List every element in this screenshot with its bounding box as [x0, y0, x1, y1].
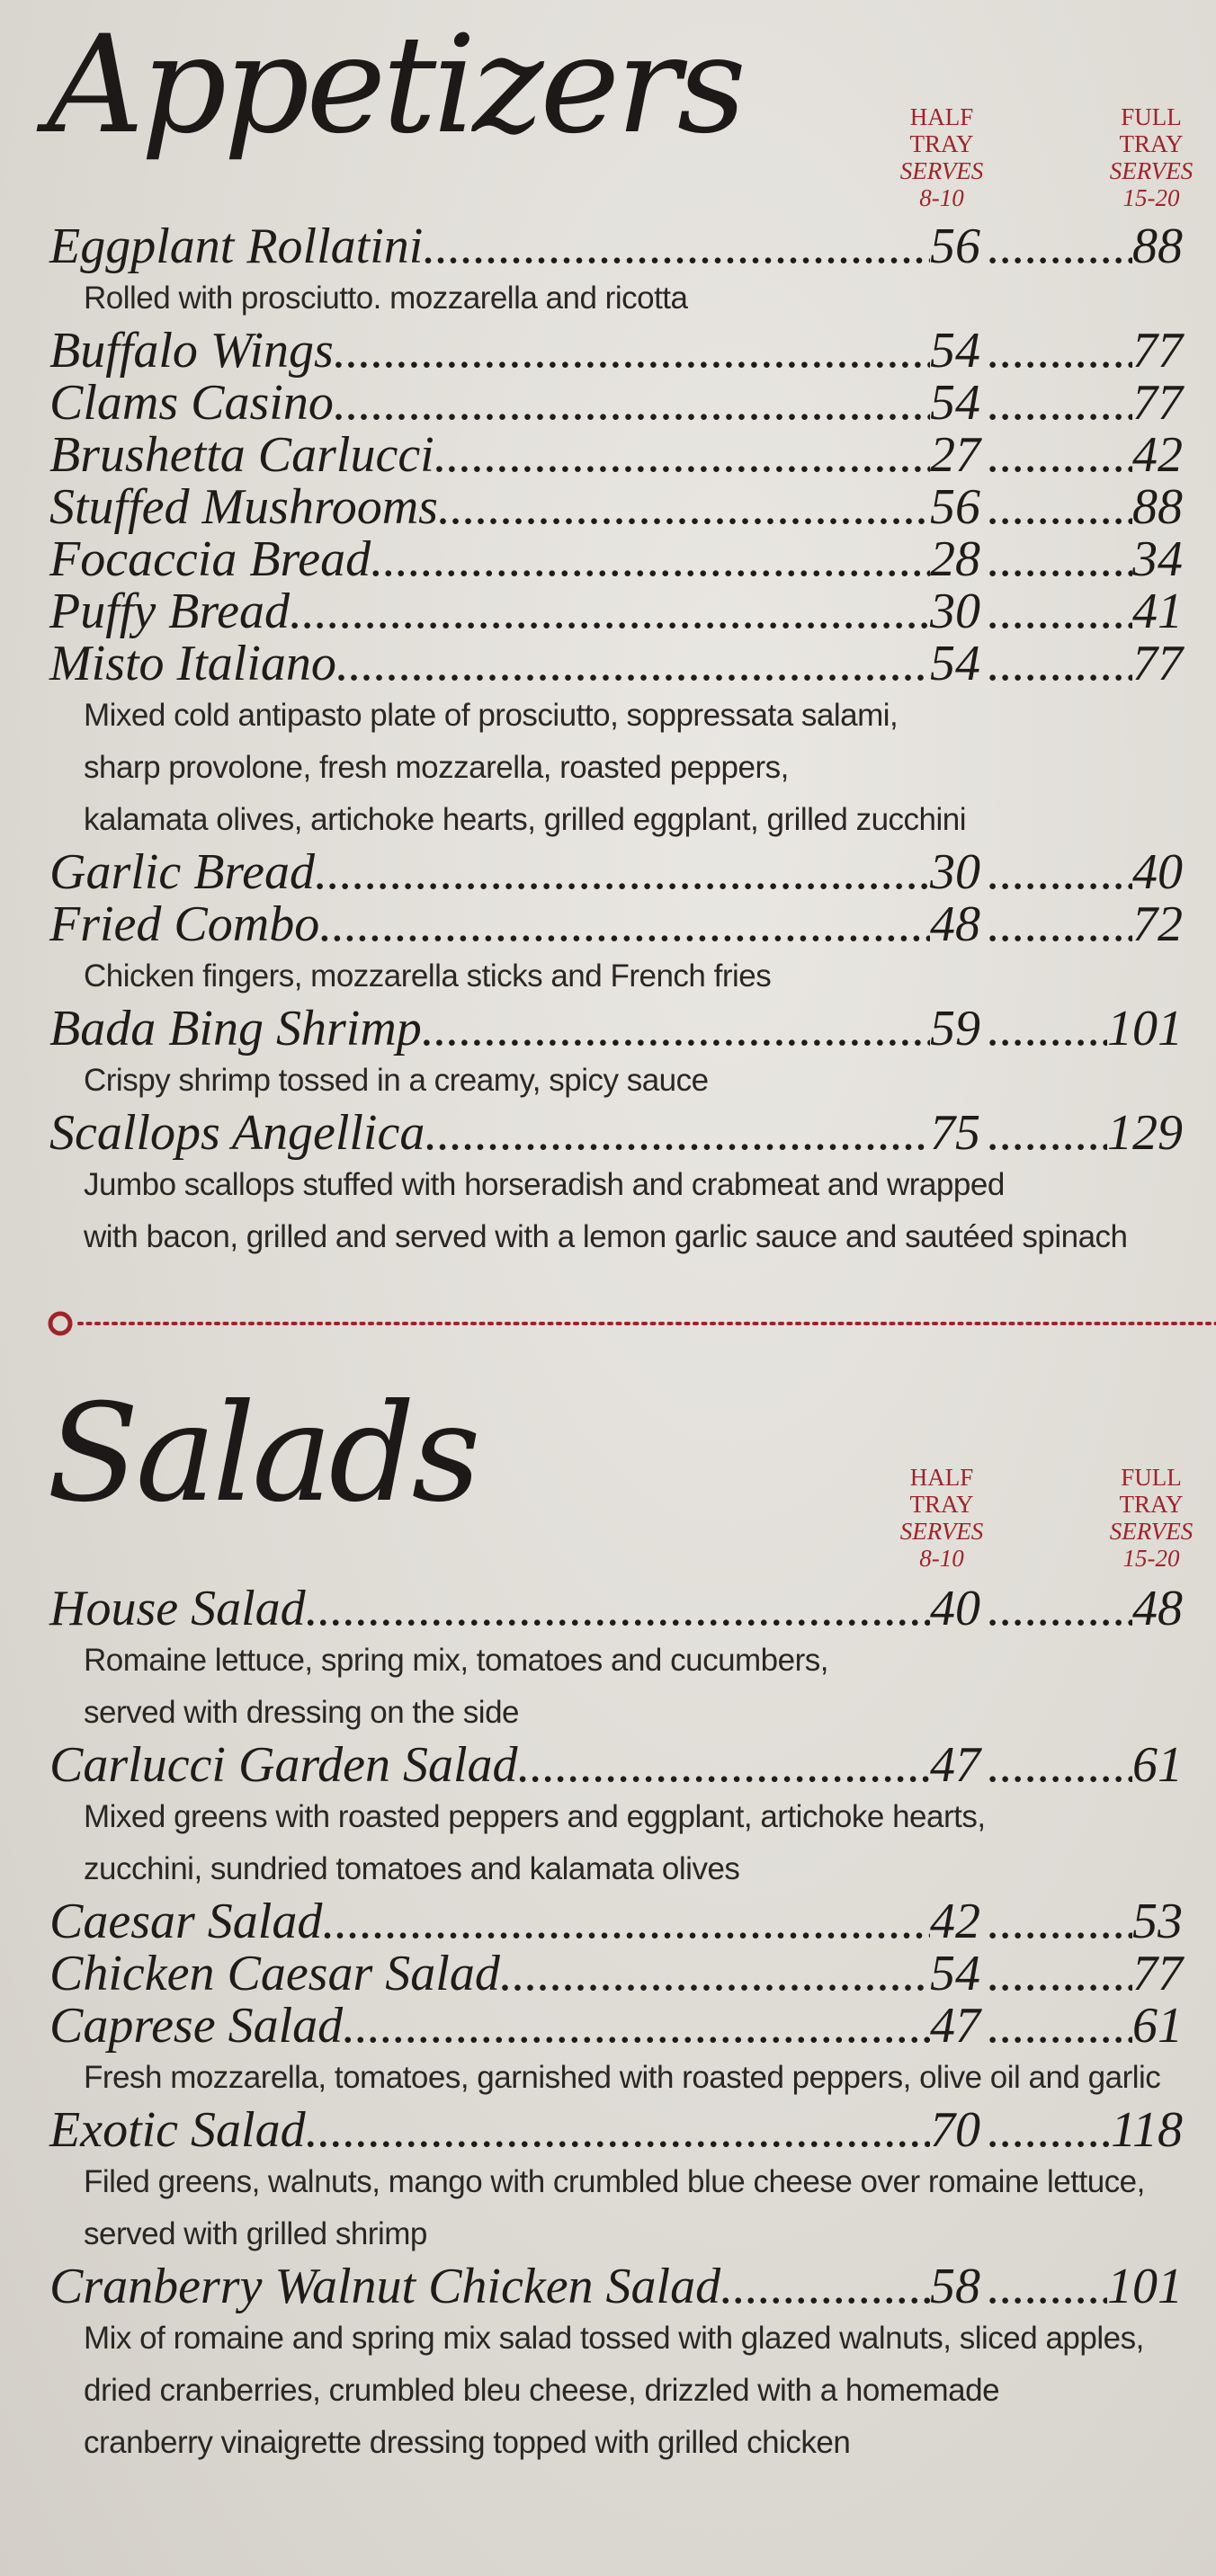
full-tray-price-group: [980, 846, 1183, 898]
full-tray-price-group: [980, 1895, 1183, 1948]
full-tray-price-group: [980, 325, 1183, 377]
full-tray-price: 41: [1132, 584, 1183, 639]
menu-item: [49, 2104, 1183, 2156]
full-tray-price: 77: [1132, 323, 1183, 379]
menu-item-description: Mixed greens with roasted peppers and eggplant, artichoke hearts,: [84, 1799, 986, 1834]
menu-item: [49, 481, 1183, 533]
dot-leader: [518, 1739, 930, 1791]
full-tray-price: 42: [1132, 427, 1183, 483]
menu-item: [49, 2260, 1183, 2313]
menu-item-description: Chicken fingers, mozzarella sticks and French fries: [84, 958, 772, 994]
menu-item-name: Exotic Salad: [49, 2102, 306, 2158]
dot-leader: [980, 637, 1132, 690]
full-tray-price: 88: [1132, 218, 1183, 274]
menu-item-name: Brushetta Carlucci: [49, 427, 434, 483]
half-tray-price: 42: [930, 1894, 980, 1949]
full-tray-line1: FULL: [1121, 1464, 1182, 1491]
half-tray-price: 40: [930, 1581, 980, 1636]
dot-leader: [980, 1582, 1132, 1635]
full-tray-price-group: [980, 1582, 1183, 1635]
full-tray-price: 101: [1107, 1001, 1183, 1056]
full-tray-price-group: [980, 481, 1183, 533]
menu-item: [49, 585, 1183, 637]
half-tray-price: 27: [930, 427, 980, 483]
menu-item-name: Puffy Bread: [49, 584, 290, 639]
half-tray-price: 54: [930, 636, 980, 691]
menu-item-description: kalamata olives, artichoke hearts, grilled eggplant, grilled zucchini: [84, 802, 967, 837]
salads-title: Salads: [47, 1376, 478, 1532]
menu-item: [49, 1003, 1183, 1055]
dot-leader: [980, 481, 1132, 533]
dot-leader: [980, 429, 1132, 481]
full-tray-price: 34: [1132, 531, 1183, 587]
half-tray-header: [879, 103, 1005, 211]
full-tray-price-group: [980, 1739, 1183, 1791]
full-tray-line3: SERVES: [1109, 157, 1194, 184]
dot-leader: [434, 429, 930, 481]
menu-item-name: Clams Casino: [49, 375, 334, 431]
dot-leader: [423, 220, 930, 272]
full-tray-price-group: [980, 585, 1183, 637]
full-tray-price: 77: [1132, 1946, 1183, 2001]
half-tray-price: 75: [930, 1105, 980, 1161]
full-tray-header: [1088, 103, 1214, 211]
half-tray-price: 58: [930, 2259, 980, 2314]
half-tray-price: 70: [930, 2102, 980, 2158]
full-tray-price: 129: [1107, 1105, 1183, 1161]
menu-item: [49, 1895, 1183, 1948]
half-tray-price: 54: [930, 375, 980, 431]
menu-item-description: Romaine lettuce, spring mix, tomatoes and cucumbers,: [84, 1643, 828, 1678]
menu-item-description: Filed greens, walnuts, mango with crumbled blue cheese over romaine lettuce,: [84, 2164, 1145, 2199]
full-tray-price: 72: [1132, 896, 1183, 952]
dot-leader: [980, 1895, 1132, 1948]
menu-item-description: sharp provolone, fresh mozzarella, roasted peppers,: [84, 750, 789, 785]
menu-item-name: House Salad: [49, 1581, 306, 1636]
menu-item-name: Bada Bing Shrimp: [49, 1001, 422, 1056]
menu-item-description: Rolled with prosciutto. mozzarella and ricotta: [84, 281, 688, 316]
menu-item-description: Crispy shrimp tossed in a creamy, spicy sauce: [84, 1063, 709, 1098]
appetizers-list: [49, 220, 1183, 1263]
half-tray-header: [879, 1464, 1005, 1572]
full-tray-price: 118: [1111, 2102, 1183, 2158]
half-tray-line2: TRAY: [909, 130, 974, 157]
menu-item-description: dried cranberries, crumbled bleu cheese, drizzled with a homemade: [84, 2373, 1000, 2408]
dot-leader: [980, 1739, 1132, 1791]
dot-leader: [343, 2000, 930, 2052]
full-tray-price-group: [980, 220, 1183, 272]
dot-leader: [306, 1582, 930, 1635]
menu-item-description: Mix of romaine and spring mix salad tossed with glazed walnuts, sliced apples,: [84, 2321, 1144, 2356]
full-tray-price: 61: [1132, 1998, 1183, 2054]
dotted-divider-icon: [47, 1310, 1216, 1337]
menu-item-name: Buffalo Wings: [49, 323, 334, 379]
half-tray-price: 56: [930, 479, 980, 535]
full-tray-line1: FULL: [1121, 103, 1182, 130]
menu-item-description: served with dressing on the side: [84, 1695, 519, 1730]
half-tray-line4: 8-10: [919, 1545, 964, 1572]
full-tray-price: 40: [1132, 844, 1183, 900]
menu-item: [49, 377, 1183, 429]
dot-leader: [720, 2260, 930, 2313]
full-tray-header: [1088, 1464, 1214, 1572]
dot-leader: [980, 377, 1132, 429]
dot-leader: [980, 1948, 1132, 2000]
menu-item: [49, 533, 1183, 585]
full-tray-price-group: [980, 1107, 1183, 1159]
dot-leader: [500, 1948, 930, 2000]
dot-leader: [980, 846, 1132, 898]
dot-leader: [980, 2260, 1107, 2313]
menu-item: [49, 1107, 1183, 1159]
half-tray-line4: 8-10: [919, 184, 964, 211]
menu-item-name: Eggplant Rollatini: [49, 218, 424, 274]
salads-list: [49, 1582, 1183, 2469]
menu-item-name: Caprese Salad: [49, 1998, 344, 2054]
menu-item: [49, 2000, 1183, 2052]
half-tray-price: 28: [930, 531, 980, 587]
menu-item-name: Cranberry Walnut Chicken Salad: [49, 2259, 721, 2314]
menu-item-description: Jumbo scallops stuffed with horseradish and crabmeat and wrapped: [84, 1167, 1005, 1202]
dot-leader: [980, 2104, 1111, 2156]
full-tray-price-group: [980, 377, 1183, 429]
menu-item: [49, 1948, 1183, 2000]
dot-leader: [319, 898, 930, 950]
dot-leader: [336, 637, 930, 690]
menu-item-name: Scallops Angellica: [49, 1105, 425, 1161]
full-tray-price: 101: [1107, 2259, 1183, 2314]
dot-leader: [290, 585, 930, 637]
full-tray-price: 61: [1132, 1737, 1183, 1793]
menu-item-description: zucchini, sundried tomatoes and kalamata olives: [84, 1851, 740, 1886]
dot-leader: [422, 1003, 930, 1055]
dot-leader: [980, 1003, 1107, 1055]
dot-leader: [980, 220, 1132, 272]
full-tray-line3: SERVES: [1109, 1518, 1194, 1545]
full-tray-price: 53: [1132, 1894, 1183, 1949]
half-tray-price: 47: [930, 1998, 980, 2054]
half-tray-price: 56: [930, 218, 980, 274]
menu-item-description: with bacon, grilled and served with a lemon garlic sauce and sautéed spinach: [84, 1219, 1128, 1254]
menu-item-name: Misto Italiano: [49, 636, 336, 691]
full-tray-line4: 15-20: [1122, 1545, 1180, 1572]
half-tray-price: 30: [930, 584, 980, 639]
dot-leader: [425, 1107, 930, 1159]
full-tray-price-group: [980, 2260, 1183, 2313]
half-tray-price: 47: [930, 1737, 980, 1793]
full-tray-price-group: [980, 1003, 1183, 1055]
dot-leader: [980, 1107, 1107, 1159]
menu-item: [49, 898, 1183, 950]
full-tray-price-group: [980, 1948, 1183, 2000]
half-tray-line1: HALF: [909, 1464, 974, 1491]
dot-leader: [980, 533, 1132, 585]
menu-item: [49, 220, 1183, 272]
full-tray-price-group: [980, 533, 1183, 585]
menu-item: [49, 846, 1183, 898]
dot-leader: [306, 2104, 930, 2156]
dot-leader: [371, 533, 930, 585]
full-tray-line2: TRAY: [1119, 130, 1184, 157]
appetizers-title: Appetizers: [47, 7, 743, 164]
dot-leader: [315, 846, 930, 898]
menu-item-description: served with grilled shrimp: [84, 2216, 427, 2251]
half-tray-price: 30: [930, 844, 980, 900]
full-tray-price-group: [980, 898, 1183, 950]
menu-item-name: Caesar Salad: [49, 1894, 323, 1949]
menu-item-name: Fried Combo: [49, 896, 320, 952]
full-tray-price: 77: [1132, 636, 1183, 691]
half-tray-line2: TRAY: [909, 1491, 974, 1518]
menu-item: [49, 637, 1183, 690]
full-tray-price-group: [980, 637, 1183, 690]
dot-leader: [980, 898, 1132, 950]
half-tray-price: 54: [930, 323, 980, 379]
menu-item: [49, 1582, 1183, 1635]
dot-leader: [334, 325, 930, 377]
half-tray-price: 59: [930, 1001, 980, 1056]
full-tray-price-group: [980, 2000, 1183, 2052]
half-tray-line1: HALF: [909, 103, 974, 130]
section-divider: [47, 1310, 1216, 1337]
menu-item: [49, 325, 1183, 377]
full-tray-line2: TRAY: [1119, 1491, 1184, 1518]
menu-item-name: Chicken Caesar Salad: [49, 1946, 500, 2001]
full-tray-price: 88: [1132, 479, 1183, 535]
menu-item-name: Stuffed Mushrooms: [49, 479, 438, 535]
dot-leader: [980, 2000, 1132, 2052]
dot-leader: [334, 377, 930, 429]
dot-leader: [980, 325, 1132, 377]
half-tray-line3: SERVES: [899, 1518, 984, 1545]
dot-leader: [322, 1895, 930, 1948]
half-tray-price: 48: [930, 896, 980, 952]
dot-leader: [438, 481, 930, 533]
menu-item: [49, 1739, 1183, 1791]
full-tray-line4: 15-20: [1122, 184, 1180, 211]
menu-item-name: Focaccia Bread: [49, 531, 371, 587]
full-tray-price: 77: [1132, 375, 1183, 431]
menu-item: [49, 429, 1183, 481]
menu-item-description: Fresh mozzarella, tomatoes, garnished with roasted peppers, olive oil and garlic: [84, 2060, 1161, 2095]
half-tray-price: 54: [930, 1946, 980, 2001]
menu-item-description: cranberry vinaigrette dressing topped with grilled chicken: [84, 2425, 851, 2460]
half-tray-line3: SERVES: [899, 157, 984, 184]
full-tray-price-group: [980, 2104, 1183, 2156]
full-tray-price-group: [980, 429, 1183, 481]
menu-item-name: Garlic Bread: [49, 844, 315, 900]
dot-leader: [980, 585, 1132, 637]
menu-item-description: Mixed cold antipasto plate of prosciutto, soppressata salami,: [84, 698, 899, 733]
menu-item-name: Carlucci Garden Salad: [49, 1737, 518, 1793]
full-tray-price: 48: [1132, 1581, 1183, 1636]
